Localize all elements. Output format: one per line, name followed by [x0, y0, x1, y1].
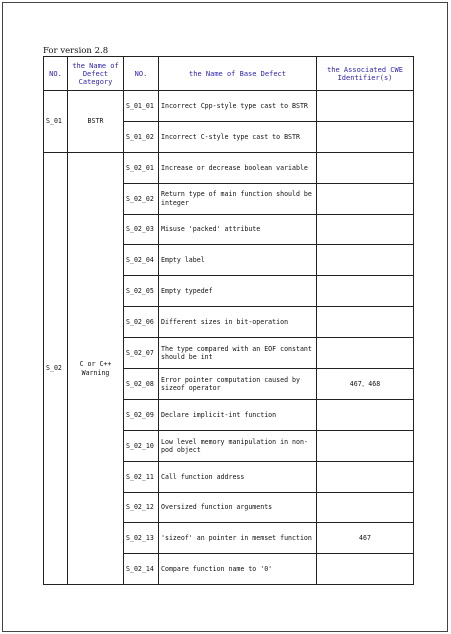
defect-id: S_02_12	[124, 492, 159, 523]
defect-id: S_01_02	[124, 121, 159, 152]
defect-name: Empty label	[159, 245, 317, 276]
defect-name: Compare function name to '0'	[159, 554, 317, 585]
category-name: BSTR	[68, 91, 124, 153]
defect-name: Return type of main function should be integer	[159, 183, 317, 214]
defect-id: S_02_02	[124, 183, 159, 214]
defect-name: 'sizeof' an pointer in memset function	[159, 523, 317, 554]
document-page	[2, 2, 448, 632]
defect-cwe	[317, 276, 414, 307]
table-row	[44, 152, 414, 183]
defect-cwe	[317, 492, 414, 523]
defect-cwe	[317, 338, 414, 369]
defect-id: S_02_08	[124, 369, 159, 400]
defect-name: The type compared with an EOF constant should be int	[159, 338, 317, 369]
defect-id: S_02_01	[124, 152, 159, 183]
defect-cwe	[317, 214, 414, 245]
defect-cwe	[317, 430, 414, 461]
defect-table	[43, 56, 414, 585]
defect-cwe	[317, 399, 414, 430]
defect-name: Increase or decrease boolean variable	[159, 152, 317, 183]
defect-id: S_02_10	[124, 430, 159, 461]
defect-id: S_02_07	[124, 338, 159, 369]
defect-name: Misuse 'packed' attribute	[159, 214, 317, 245]
defect-id: S_02_11	[124, 461, 159, 492]
defect-id: S_02_05	[124, 276, 159, 307]
defect-id: S_02_04	[124, 245, 159, 276]
defect-id: S_01_01	[124, 91, 159, 122]
version-label: For version 2.8	[43, 46, 109, 56]
defect-cwe	[317, 554, 414, 585]
defect-cwe	[317, 152, 414, 183]
header-no: NO.	[44, 57, 68, 91]
defect-name: Incorrect Cpp-style type cast to BSTR	[159, 91, 317, 122]
header-base-defect-name: the Name of Base Defect	[159, 57, 317, 91]
defect-name: Declare implicit-int function	[159, 399, 317, 430]
defect-id: S_02_14	[124, 554, 159, 585]
header-category-name: the Name of Defect Category	[68, 57, 124, 91]
defect-id: S_02_13	[124, 523, 159, 554]
defect-id: S_02_06	[124, 307, 159, 338]
header-cwe: the Associated CWE Identifier(s)	[317, 57, 414, 91]
defect-cwe	[317, 183, 414, 214]
defect-name: Call function address	[159, 461, 317, 492]
defect-cwe	[317, 121, 414, 152]
defect-name: Error pointer computation caused by sizeof operator	[159, 369, 317, 400]
header-sub-no: NO.	[124, 57, 159, 91]
defect-cwe: 467	[317, 523, 414, 554]
defect-cwe: 467、468	[317, 369, 414, 400]
defect-name: Different sizes in bit-operation	[159, 307, 317, 338]
defect-id: S_02_03	[124, 214, 159, 245]
defect-cwe	[317, 307, 414, 338]
category-no: S_02	[44, 152, 68, 584]
defect-name: Incorrect C-style type cast to BSTR	[159, 121, 317, 152]
defect-name: Low level memory manipulation in non-pod object	[159, 430, 317, 461]
category-name: C or C++ Warning	[68, 152, 124, 584]
defect-id: S_02_09	[124, 399, 159, 430]
defect-cwe	[317, 91, 414, 122]
category-no: S_01	[44, 91, 68, 153]
table-row	[44, 91, 414, 122]
defect-cwe	[317, 245, 414, 276]
defect-name: Empty typedef	[159, 276, 317, 307]
table-header-row	[44, 57, 414, 91]
defect-name: Oversized function arguments	[159, 492, 317, 523]
defect-cwe	[317, 461, 414, 492]
